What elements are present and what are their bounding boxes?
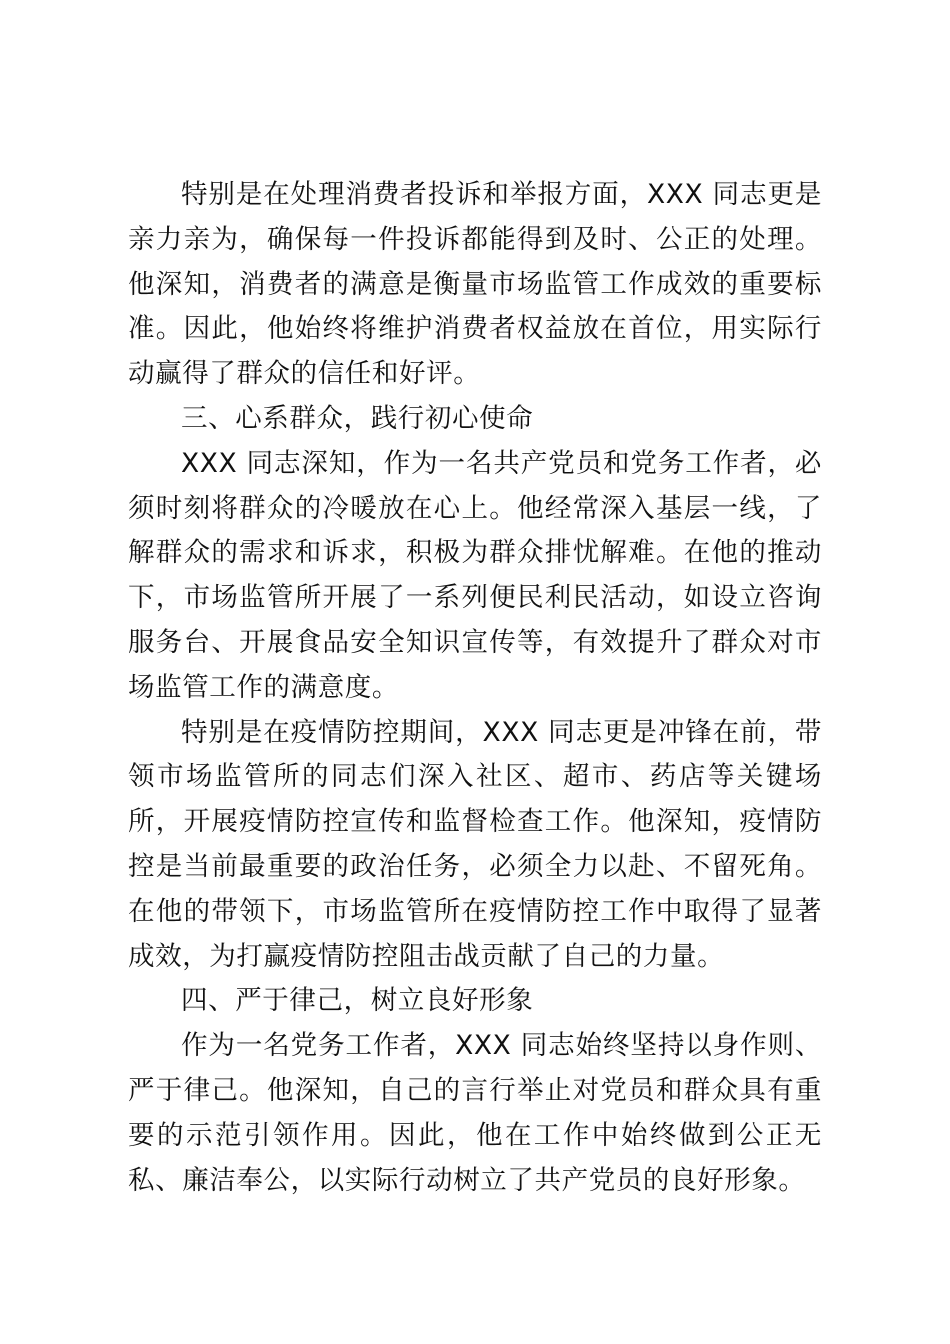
section-heading-four: 四、严于律己，树立良好形象 [181,985,534,1017]
document-page [128,173,822,1203]
paragraph-self-discipline: 作为一名党务工作者，XXX 同志始终坚持以身作则、严于律己。他深知，自己的言行举止对党员和群众具有重要的示范引领作用。因此，他在工作中始终做到公正无私、廉洁奉公，以实际行动树立了共产党员的良好形象。 [128,1030,822,1196]
paragraph-epidemic-control: 特别是在疫情防控期间，XXX 同志更是冲锋在前，带领市场监管所的同志们深入社区、超市、药店等关键场所，开展疫情防控宣传和监督检查工作。他深知，疫情防控是当前最重要的政治任务，必须全力以赴、不留死角。在他的带领下，市场监管所在疫情防控工作中取得了显著成效，为打赢疫情防控阻击战贡献了自己的力量。 [128,716,822,972]
paragraph-consumer-complaints: 特别是在处理消费者投诉和举报方面，XXX 同志更是亲力亲为，确保每一件投诉都能得到及时、公正的处理。他深知，消费者的满意是衡量市场监管工作成效的重要标准。因此，他始终将维护消费者权益放在首位，用实际行动赢得了群众的信任和好评。 [128,179,822,390]
section-heading-three: 三、心系群众，践行初心使命 [181,402,534,434]
paragraph-serving-masses: XXX 同志深知，作为一名共产党员和党务工作者，必须时刻将群众的冷暖放在心上。他经常深入基层一线，了解群众的需求和诉求，积极为群众排忧解难。在他的推动下，市场监管所开展了一系列便民利民活动，如设立咨询服务台、开展食品安全知识宣传等，有效提升了群众对市场监管工作的满意度。 [128,447,822,703]
